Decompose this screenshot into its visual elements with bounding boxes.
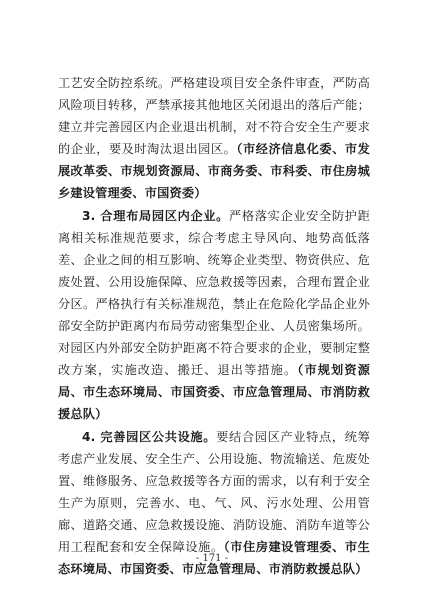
section-3 — [58, 205, 370, 426]
section-4-responsible: （市住房建设管理委、市生态环境局、市国资委、市应急管理局、市消防救援总队） — [58, 539, 370, 577]
section-4-heading: 4. 完善园区公共设施。 — [82, 429, 217, 444]
section-4-body: 要结合园区产业特点，统筹考虑产业发展、安全生产、公用设施、物流输送、危废处置、维修服务、应急救援等各方面的需求，以有利于安全生产为原则，完善水、电、气、风、污水处理、公用管廊、道路交通、应急救援设施、消防设施、消防车道等公用工程配套和安全保障设施。 — [58, 429, 370, 554]
paragraph-1-text: 工艺安全防控系统。严格建设项目安全条件审查，严防高风险项目转移，严禁承接其他地区关闭退出的落后产能；建立并完善园区内企业退出机制，对不符合安全生产要求的企业，要及时淘汰退出园区。 — [58, 76, 370, 157]
paragraph-1-responsible: （市经济信息化委、市发展改革委、市规划资源局、市商务委、市科委、市住房城乡建设管理委、市国资委） — [58, 142, 370, 201]
section-3-responsible: （市规划资源局、市生态环境局、市国资委、市应急管理局、市消防救援总队） — [58, 363, 370, 422]
document-body — [58, 72, 370, 580]
section-3-body: 严格落实企业安全防护距离相关标准规范要求，综合考虑主导风向、地势高低落差、企业之间的相互影响、统筹企业类型、物资供应、危废处置、公用设施保障、应急救援等因素，合理布置企业分区。严格执行有关标准规范，禁止在危险化学品企业外部安全防护距离内布局劳动密集型企业、人员密集场所。对园区内外部安全防护距离不符合要求的企业，要制定整改方案，实施改造、搬迁、退出等措施。 — [58, 208, 371, 378]
page-number: - 171 - — [195, 553, 229, 564]
paragraph-1 — [58, 72, 370, 205]
section-3-heading: 3. 合理布局园区内企业。 — [82, 208, 230, 223]
